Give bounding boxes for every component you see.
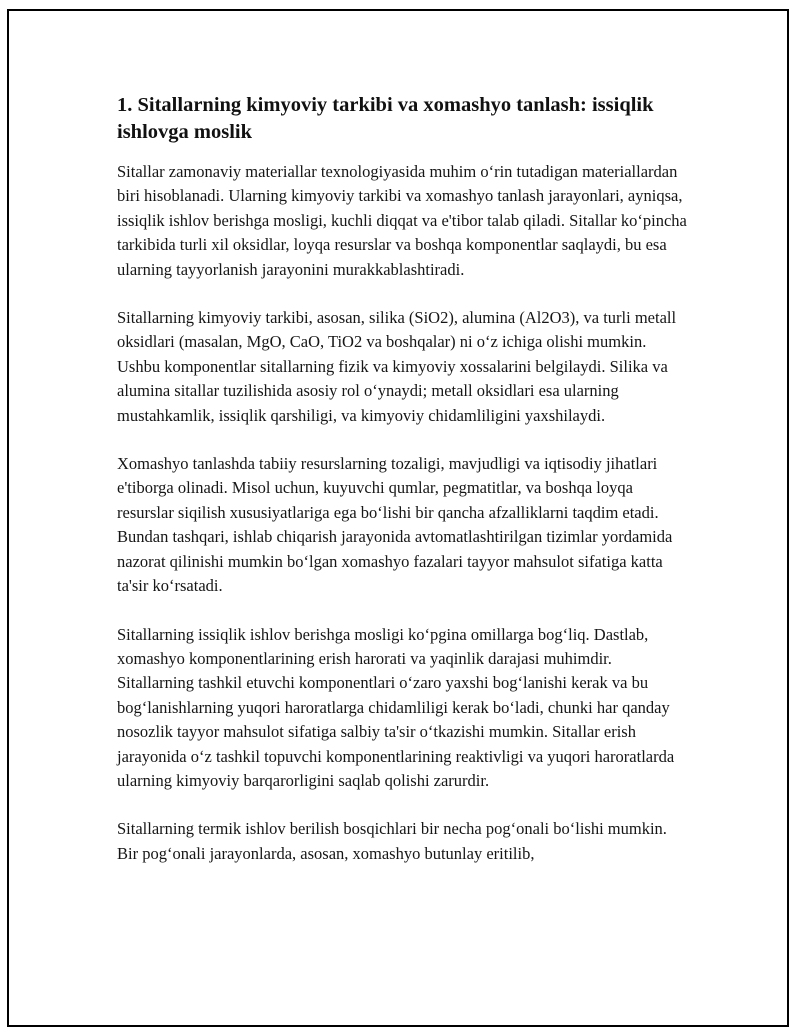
paragraph-thermal-stages: Sitallarning termik ishlov berilish bosqichlari bir necha pog‘onali bo‘lishi mumkin. Bir pog‘onali jarayonlarda, asosan, xomashyo butunlay eritilib, <box>117 819 667 863</box>
paragraph-chemical-composition: Sitallarning kimyoviy tarkibi, asosan, silika (SiO2), alumina (Al2O3), va turli metall oksidlari (masalan, MgO, CaO, TiO2 va boshqalar) ni o‘z ichiga olishi mumkin. Ushbu komponentlar sitallarning fizik va kimyoviy xossalarini belgilaydi. Silika va alumina sitallar tuzilishida asosiy rol o‘ynaydi; metall oksidlari esa ularning mustahkamlik, issiqlik qarshiligi, va kimyoviy chidamliligini yaxshilaydi. <box>117 308 677 425</box>
document-body <box>117 92 687 890</box>
paragraph-raw-material-selection: Xomashyo tanlashda tabiiy resurslarning tozaligi, mavjudligi va iqtisodiy jihatlari e'tiborga olinadi. Misol uchun, kuyuvchi qumlar, pegmatitlar, va boshqa loyqa resurslar siqilish xususiyatlariga ega bo‘lishi bir qancha afzalliklarni taqdim etadi. Bundan tashqari, ishlab chiqarish jarayonida avtomatlashtirilgan tizimlar yordamida nazorat qilinishi mumkin bo‘lgan xomashyo fazalari tayyor mahsulot sifatiga katta ta'sir ko‘rsatadi. <box>117 454 673 596</box>
section-heading: 1. Sitallarning kimyoviy tarkibi va xomashyo tanlash: issiqlik ishlovga moslik <box>117 94 654 143</box>
paragraph-heat-treatment-compatibility: Sitallarning issiqlik ishlov berishga mosligi ko‘pgina omillarga bog‘liq. Dastlab, xomashyo komponentlarining erish harorati va yaqinlik darajasi muhimdir. Sitallarning tashkil etuvchi komponentlari o‘zaro yaxshi bog‘lanishi kerak va bu bog‘lanishlarning yuqori haroratlarga chidamliligi kerak bo‘ladi, chunki har qanday nosozlik tayyor mahsulot sifatiga salbiy ta'sir o‘tkazishi mumkin. Sitallar erish jarayonida o‘z tashkil topuvchi komponentlarining reaktivligi va yuqori haroratlarda ularning kimyoviy barqarorligini saqlab qolishi zarurdir. <box>117 624 675 790</box>
paragraph-intro: Sitallar zamonaviy materiallar texnologiyasida muhim o‘rin tutadigan materiallardan biri hisoblanadi. Ularning kimyoviy tarkibi va xomashyo tanlash jarayonlari, ayniqsa, issiqlik ishlov berishga mosligi, kuchli diqqat va e'tibor talab qiladi. Sitallar ko‘pincha tarkibida turli xil oksidlar, loyqa resurslar va boshqa komponentlar saqlaydi, bu esa ularning tayyorlanish jarayonini murakkablashtiradi. <box>117 162 687 279</box>
